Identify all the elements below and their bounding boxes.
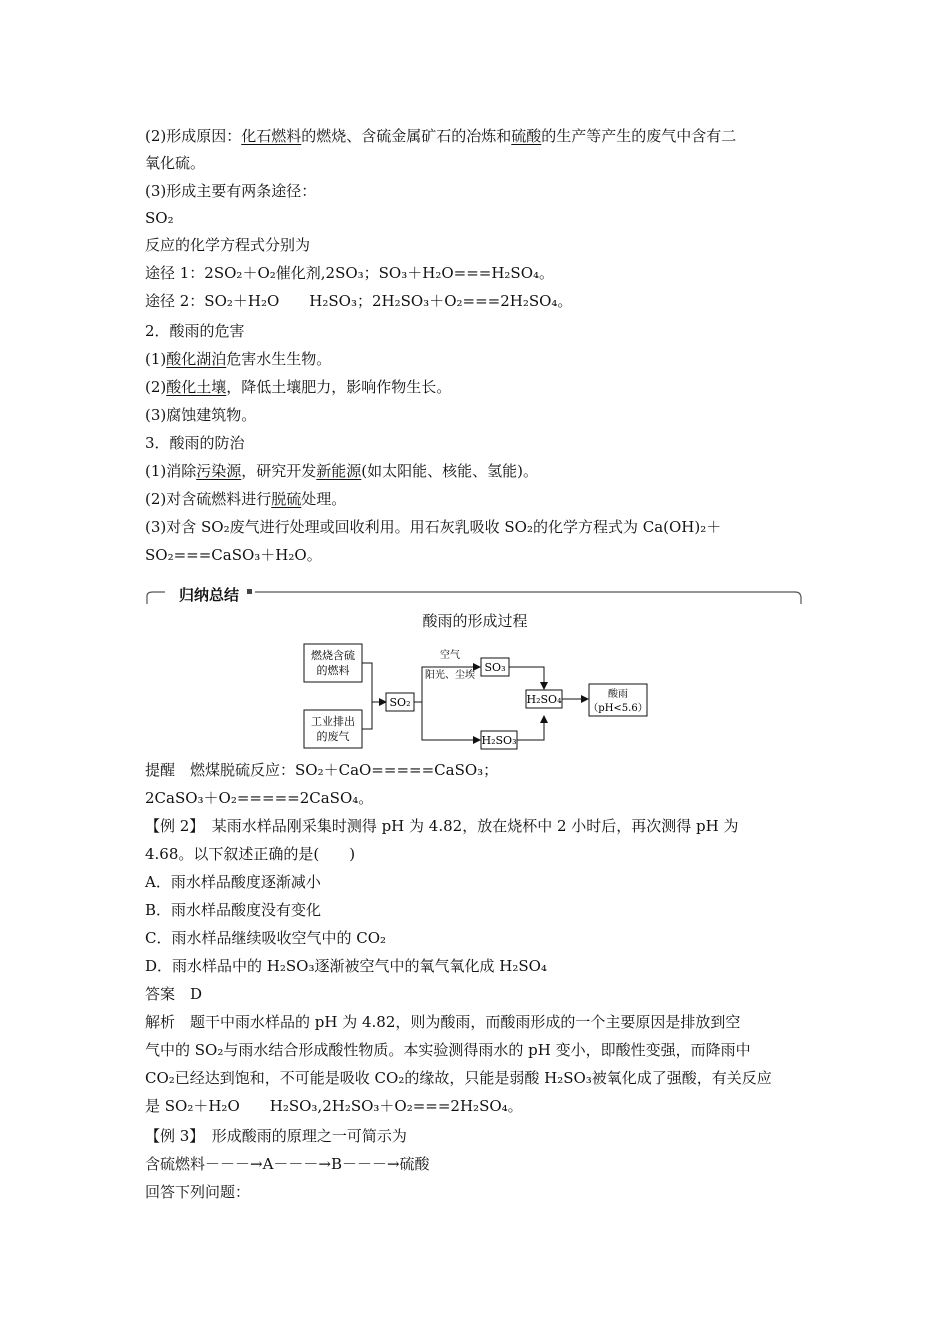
acid-rain-line2: （pH<5.6） [588, 703, 648, 714]
example2-answer: 答案 D [145, 985, 203, 1003]
text: 的生产等产生的废气中含有二 [541, 127, 737, 145]
text: (如太阳能、核能、氢能)。 [361, 462, 539, 480]
summary-banner [145, 586, 805, 606]
condition-sunlight-dust: 阳光、尘埃 [425, 670, 475, 681]
underlined-answer: 化石燃料 [241, 127, 302, 145]
harm-1 [145, 349, 331, 369]
underlined-answer: 酸化湖泊 [166, 350, 227, 368]
banner-frame [145, 586, 805, 606]
tip-line2: 2CaSO₃＋O₂=====2CaSO₄。 [145, 789, 374, 807]
so2-text: SO₂ [389, 696, 411, 709]
example3-flow: 含硫燃料－－－→A－－－→B－－－→硫酸 [145, 1155, 430, 1173]
underlined-answer: 酸化土壤 [166, 378, 227, 396]
option-c: C．雨水样品继续吸收空气中的 CO₂ [145, 929, 387, 947]
underlined-answer: 硫酸 [511, 127, 542, 145]
section-prevention-heading: 3．酸雨的防治 [145, 434, 245, 452]
h2so3-text: H₂SO₃ [481, 734, 517, 747]
example3-question: 【例 3】 形成酸雨的原理之一可简示为 [145, 1127, 407, 1145]
section-harm-heading: 2．酸雨的危害 [145, 322, 245, 340]
prevention-3-cont: SO₂===CaSO₃＋H₂O。 [145, 546, 322, 564]
text: (1) [145, 350, 167, 368]
text: (2)对含硫燃料进行 [145, 490, 272, 508]
prevention-3: (3)对含 SO₂废气进行处理或回收利用。用石灰乳吸收 SO₂的化学方程式为 Ca(OH)₂＋ [145, 518, 722, 536]
route-1: 途径 1：2SO₂＋O₂催化剂,2SO₃；SO₃＋H₂O===H₂SO₄。 [145, 264, 555, 282]
condition-air: 空气 [440, 650, 460, 661]
text: (2) [145, 378, 167, 396]
text: 处理。 [301, 490, 347, 508]
harm-3: (3)腐蚀建筑物。 [145, 406, 257, 424]
diagram-caption: 酸雨的形成过程 [422, 612, 528, 630]
h2so4-text: H₂SO₄ [526, 693, 562, 706]
underlined-answer: 污染源 [196, 462, 242, 480]
option-a: A．雨水样品酸度逐渐减小 [145, 873, 321, 891]
text: 危害水生生物。 [226, 350, 332, 368]
option-d: D．雨水样品中的 H₂SO₃逐渐被空气中的氧气氧化成 H₂SO₄ [145, 957, 547, 975]
text: ，降低土壤肥力，影响作物生长。 [226, 378, 452, 396]
so2-label: SO₂ [145, 209, 174, 227]
underlined-answer: 脱硫 [271, 490, 302, 508]
paragraph-cause [145, 126, 736, 146]
analysis-line2: 气中的 SO₂与雨水结合形成酸性物质。本实验测得雨水的 pH 变小，即酸性变强，而降雨中 [145, 1041, 751, 1059]
example3-prompt: 回答下列问题： [145, 1183, 251, 1201]
source-fuel-line1: 燃烧含硫 [311, 649, 355, 662]
acid-rain-line1: 酸雨 [608, 689, 628, 700]
so3-text: SO₃ [484, 661, 506, 674]
text: ，研究开发 [241, 462, 317, 480]
paragraph-routes: (3)形成主要有两条途径： [145, 182, 317, 200]
source-waste-line2: 的废气 [316, 730, 350, 743]
text: (2)形成原因： [145, 127, 242, 145]
example2-question: 【例 2】 某雨水样品刚采集时测得 pH 为 4.82，放在烧杯中 2 小时后，再次测得 pH 为 [145, 817, 739, 835]
example2-question-cont: 4.68。以下叙述正确的是( ) [145, 845, 356, 863]
tip-line1: 提醒 燃煤脱硫反应：SO₂＋CaO=====CaSO₃； [145, 761, 499, 779]
prevention-2 [145, 489, 346, 509]
option-b: B．雨水样品酸度没有变化 [145, 901, 322, 919]
source-fuel-line2: 的燃料 [316, 664, 350, 677]
route-2: 途径 2：SO₂＋H₂O H₂SO₃；2H₂SO₃＋O₂===2H₂SO₄。 [145, 292, 573, 310]
harm-2 [145, 377, 451, 397]
source-waste-line1: 工业排出 [311, 715, 355, 728]
prevention-1 [145, 461, 538, 481]
analysis-line3: CO₂已经达到饱和，不可能是吸收 CO₂的缘故，只能是弱酸 H₂SO₃被氧化成了强酸，有关反应 [145, 1069, 772, 1087]
analysis-line4: 是 SO₂＋H₂O H₂SO₃,2H₂SO₃＋O₂===2H₂SO₄。 [145, 1097, 523, 1115]
text: 的燃烧、含硫金属矿石的冶炼和 [301, 127, 512, 145]
paragraph-cause-cont: 氧化硫。 [145, 154, 206, 172]
acid-rain-diagram [300, 640, 660, 752]
text: (1)消除 [145, 462, 197, 480]
underlined-answer: 新能源 [316, 462, 362, 480]
banner-title: 归纳总结 [175, 586, 243, 604]
analysis-line1: 解析 题干中雨水样品的 pH 为 4.82，则为酸雨，而酸雨形成的一个主要原因是排放到空 [145, 1013, 741, 1031]
paragraph-equations: 反应的化学方程式分别为 [145, 236, 311, 254]
